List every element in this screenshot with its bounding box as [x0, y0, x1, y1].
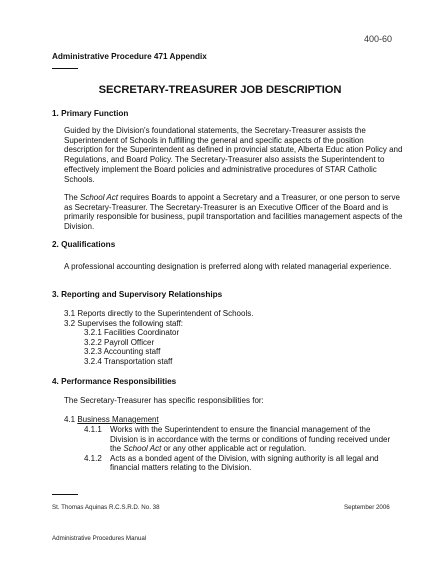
- reporting-item: 3.2.3 Accounting staff: [84, 347, 161, 356]
- responsibility-text: Acts as a bonded agent of the Division, with signing authority is all legal and: [110, 454, 379, 463]
- business-management-subheading: 4.1 Business Management: [64, 415, 159, 424]
- appendix-heading: Administrative Procedure 471 Appendix: [52, 52, 207, 61]
- responsibility-number: 4.1.1: [84, 425, 102, 434]
- responsibility-text: financial matters relating to the Division.: [110, 463, 252, 472]
- responsibility-number: 4.1.2: [84, 454, 102, 463]
- footer-manual: Administrative Procedures Manual: [52, 535, 147, 542]
- qualifications-text: A professional accounting designation is preferred along with related managerial experience.: [64, 262, 392, 271]
- section-heading-primary-function: 1. Primary Function: [52, 109, 129, 118]
- responsibility-text: Works with the Superintendent to ensure the financial management of the: [110, 425, 371, 434]
- reporting-item: 3.2 Supervises the following staff:: [64, 319, 184, 328]
- section-heading-qualifications: 2. Qualifications: [52, 240, 116, 249]
- responsibility-text: Division is in accordance with the terms or conditions of funding received under: [110, 435, 391, 444]
- responsibility-text: the School Act or any other applicable act or regulation.: [110, 444, 307, 453]
- reporting-item: 3.1 Reports directly to the Superintendent of Schools.: [64, 309, 254, 318]
- section-heading-performance: 4. Performance Responsibilities: [52, 377, 177, 386]
- footer-district: St. Thomas Aquinas R.C.S.R.D. No. 38: [52, 504, 160, 511]
- footer-date: September 2006: [344, 504, 390, 511]
- reporting-item: 3.2.1 Facilities Coordinator: [84, 328, 180, 337]
- performance-intro: The Secretary-Treasurer has specific responsibilities for:: [64, 396, 264, 405]
- page-number: 400-60: [364, 34, 393, 44]
- reporting-item: 3.2.4 Transportation staff: [84, 357, 173, 366]
- primary-function-paragraph-2: The School Act requires Boards to appoint a Secretary and a Treasurer, or one person to serve as Secretary-Treasurer. The Secretary-Treasurer is an Executive Officer of the Board and is primarily responsible for business, pupil transportation and facilities management aspects of the Division.: [64, 193, 403, 232]
- section-heading-reporting: 3. Reporting and Supervisory Relationships: [52, 290, 223, 299]
- footer-rule: [52, 494, 78, 495]
- primary-function-paragraph-1: Guided by the Division's foundational statements, the Secretary-Treasurer assists the Superintendent of Schools in fulfilling the general and specific aspects of the position description for the Superintendent as defined in provincial statute, Alberta Educ ation Policy and Regulations, and Board Policy. The Secretary-Treasurer also assists the Superintendent to effectively implement the Board policies and administrative procedures of STAR Catholic Schools.: [64, 126, 403, 184]
- header-rule: [52, 68, 78, 69]
- document-title: SECRETARY-TREASURER JOB DESCRIPTION: [98, 84, 342, 96]
- reporting-item: 3.2.2 Payroll Officer: [84, 338, 155, 347]
- school-act-italic: School Act: [80, 193, 118, 202]
